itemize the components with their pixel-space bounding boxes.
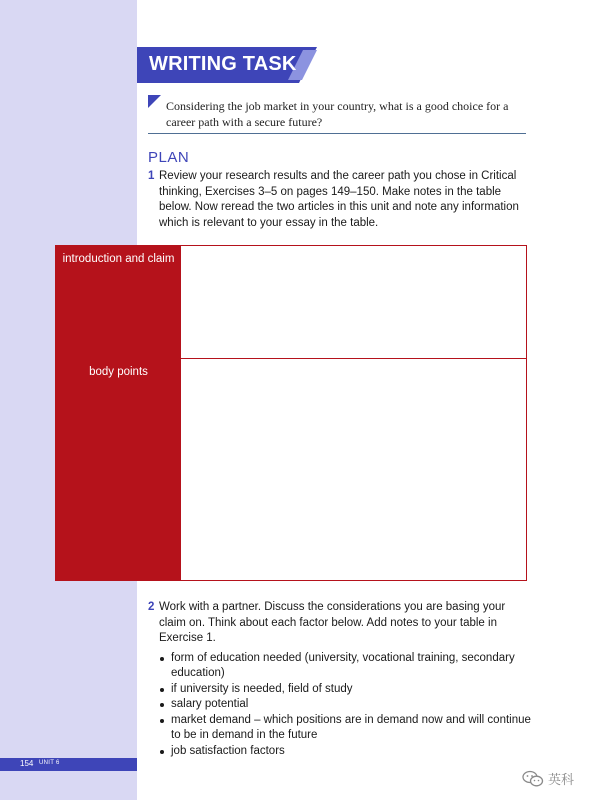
exercise-1 bbox=[148, 169, 533, 231]
exercise-1-text: Review your research results and the career path you chose in Critical thinking, Exercises 3–5 on pages 149–150. Make notes in the table below. Now reread the two articles in this unit and note any information which is relevant to your essay in the table. bbox=[159, 170, 519, 229]
table-row-divider bbox=[56, 358, 526, 359]
exercise-2 bbox=[148, 600, 533, 759]
plan-heading: PLAN bbox=[148, 149, 190, 166]
table-row-label-cell bbox=[56, 359, 181, 580]
exercise-2-number: 2 bbox=[148, 601, 155, 613]
triangle-marker-icon bbox=[148, 95, 161, 108]
factor-list bbox=[148, 651, 533, 760]
watermark-text: 英科 bbox=[548, 772, 575, 787]
row-label-body-points: body points bbox=[89, 366, 148, 378]
wechat-icon bbox=[522, 770, 544, 788]
writing-task-banner bbox=[137, 47, 317, 83]
list-item: form of education needed (university, vocational training, secondary education) bbox=[159, 651, 533, 682]
essay-question: Considering the job market in your country, what is a good choice for a career path with a secure future? bbox=[166, 99, 509, 129]
list-item: market demand – which positions are in demand now and will continue to be in demand in the future bbox=[159, 713, 533, 744]
notes-cell-body-points[interactable] bbox=[181, 360, 526, 580]
page-number: 154 bbox=[20, 759, 34, 768]
list-item: job satisfaction factors bbox=[159, 744, 533, 760]
unit-label: UNIT 6 bbox=[39, 760, 60, 766]
exercise-1-number: 1 bbox=[148, 170, 155, 182]
list-item: salary potential bbox=[159, 697, 533, 713]
notes-table bbox=[55, 245, 527, 581]
page-footer-bar bbox=[0, 758, 137, 771]
table-row-label-cell bbox=[56, 246, 181, 359]
wechat-watermark bbox=[522, 768, 592, 790]
banner-title: WRITING TASK bbox=[149, 53, 297, 75]
essay-question-box bbox=[148, 95, 526, 134]
list-item: if university is needed, field of study bbox=[159, 682, 533, 698]
row-label-introduction-claim: introduction and claim bbox=[62, 253, 175, 265]
exercise-2-text: Work with a partner. Discuss the considerations you are basing your claim on. Think about each factor below. Add notes to your table in Exercise 1. bbox=[159, 601, 506, 644]
notes-cell-introduction-claim[interactable] bbox=[181, 246, 526, 358]
